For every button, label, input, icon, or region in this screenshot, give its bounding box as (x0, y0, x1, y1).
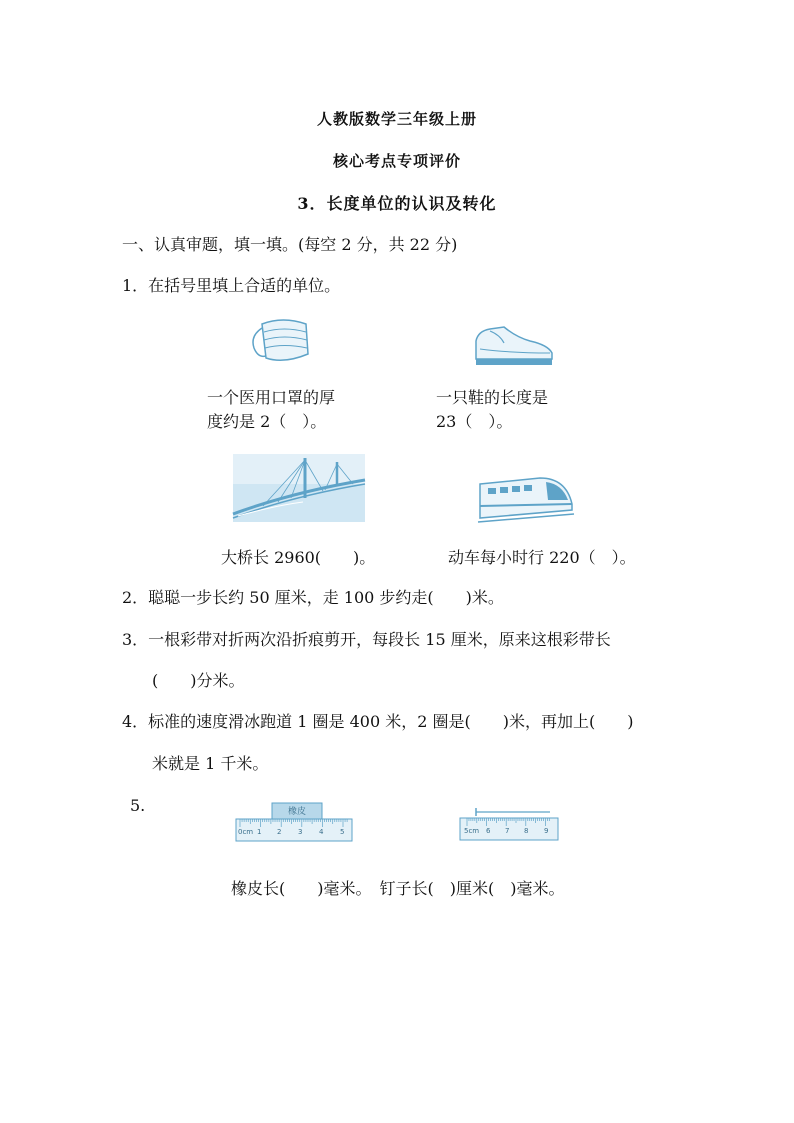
bridge-image (233, 454, 365, 522)
ruler-2-tick-label: 8 (524, 827, 529, 835)
question-4-line-1: 4．标准的速度滑冰跑道 1 圈是 400 米，2 圈是( )米，再加上( ) (122, 712, 634, 731)
ruler-1-tick-label: 2 (277, 828, 282, 836)
ruler-2-tick-label: 9 (544, 827, 549, 835)
ruler-2-tick-label: 7 (505, 827, 510, 835)
question-4-line-2: 米就是 1 千米。 (152, 754, 269, 773)
shoe-caption-line-1: 一只鞋的长度是 (436, 388, 549, 407)
ruler-1-tick-label: 3 (298, 828, 303, 836)
ruler-2-tick-label: 5cm (464, 827, 480, 835)
section-heading: 一、认真审题，填一填。(每空 2 分，共 22 分) (122, 235, 458, 254)
question-5-number: 5. (130, 796, 146, 815)
section-title: 3．长度单位的认识及转化 (297, 194, 497, 213)
ruler-1-tick-label: 0cm (238, 828, 254, 836)
book-title: 人教版数学三年级上册 (316, 110, 477, 128)
ruler-with-nail (460, 806, 558, 842)
ruler-with-eraser (236, 802, 352, 842)
ruler-2-tick-label: 6 (486, 827, 491, 835)
eraser-label: 橡皮 (287, 807, 306, 817)
question-1: 1．在括号里填上合适的单位。 (122, 276, 341, 295)
train-caption: 动车每小时行 220（ ）。 (448, 548, 636, 567)
mask-caption (207, 386, 335, 434)
ruler-1-labels (236, 828, 352, 840)
series-title: 核心考点专项评价 (332, 152, 461, 170)
face-mask-image (248, 318, 318, 368)
train-image (478, 474, 576, 526)
shoe-image (470, 323, 558, 369)
bridge-caption: 大桥长 2960( )。 (221, 548, 376, 567)
mask-caption-line-2: 度约是 2（ ）。 (207, 412, 327, 431)
ruler-1-tick-label: 1 (257, 828, 262, 836)
question-3-line-1: 3．一根彩带对折两次沿折痕剪开，每段长 15 厘米，原来这根彩带长 (122, 630, 611, 649)
shoe-caption (436, 386, 548, 434)
ruler-2-labels (460, 827, 558, 839)
ruler-1-tick-label: 4 (319, 828, 324, 836)
question-2: 2．聪聪一步长约 50 厘米，走 100 步约走( )米。 (122, 588, 504, 607)
shoe-caption-line-2: 23（ ）。 (436, 412, 513, 431)
ruler-1-tick-label: 5 (340, 828, 345, 836)
mask-caption-line-1: 一个医用口罩的厚 (207, 388, 336, 407)
question-5-answer: 橡皮长( )毫米。 钉子长( )厘米( )毫米。 (231, 879, 565, 898)
question-3-line-2: ( )分米。 (152, 671, 245, 690)
